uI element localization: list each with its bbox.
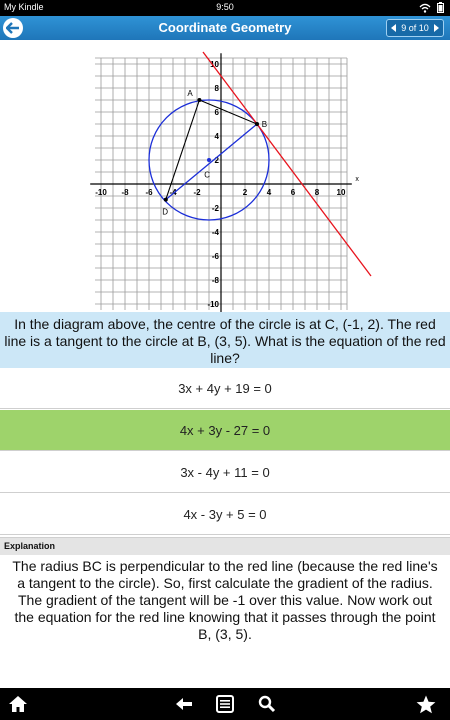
menu-button[interactable]: [213, 692, 237, 716]
explanation-text: The radius BC is perpendicular to the red line (because the red line's a tangent to the circle). So, first calculate the gradient of the radius. The gradient of the tangent will be -1 over this value. Now work out the equation for the red line knowing that it passes through the point B, (3, 5).: [12, 558, 438, 642]
x-tick-label: 4: [266, 188, 272, 197]
x-tick-label: 2: [242, 188, 248, 197]
x-tick-label: 6: [290, 188, 296, 197]
x-tick-label: -10: [95, 188, 107, 197]
favorites-button[interactable]: [414, 692, 438, 716]
x-tick-label: -6: [145, 188, 153, 197]
bottom-nav-bar: [0, 688, 450, 720]
x-axis-label: x: [355, 176, 359, 183]
y-tick-label: -2: [211, 204, 219, 213]
point-label-C: C: [204, 170, 210, 180]
home-button[interactable]: [6, 692, 30, 716]
back-arrow-icon: [175, 697, 193, 711]
y-tick-label: -6: [211, 252, 219, 261]
y-tick-label: 8: [214, 84, 219, 93]
answer-text: 4x + 3y - 27 = 0: [179, 422, 271, 438]
y-tick-label: -4: [211, 228, 219, 237]
star-icon: [416, 695, 436, 714]
point-marker: [164, 198, 168, 202]
status-icons: [419, 2, 444, 13]
y-tick-label: -8: [211, 276, 219, 285]
point-marker: [255, 122, 259, 126]
y-tick-label: 6: [214, 108, 219, 117]
y-tick-label: 2: [214, 156, 219, 165]
y-tick-label: 10: [210, 60, 219, 69]
page-indicator[interactable]: [386, 19, 444, 37]
question-text: In the diagram above, the centre of the circle is at C, (-1, 2). The red line is a tangent to the circle at B, (3, 5). What is the equation of the red line?: [0, 312, 450, 368]
point-label-B: B: [261, 120, 268, 129]
point-marker: [207, 158, 211, 162]
previous-icon[interactable]: [391, 24, 397, 32]
page-title: Coordinate Geometry: [158, 20, 292, 35]
battery-icon: [437, 2, 444, 13]
x-tick-label: -4: [169, 188, 177, 197]
x-tick-label: 8: [314, 188, 320, 197]
answer-option-3[interactable]: [0, 452, 450, 493]
coordinate-grid: [0, 40, 450, 312]
status-bar: [0, 0, 450, 16]
menu-icon: [216, 695, 234, 713]
y-tick-label: 4: [214, 132, 219, 141]
wifi-icon: [419, 3, 431, 13]
clock: 9:50: [216, 2, 234, 12]
answer-option-4[interactable]: [0, 494, 450, 535]
title-bar: [0, 16, 450, 40]
back-nav-button[interactable]: [172, 692, 196, 716]
point-marker: [197, 98, 201, 102]
explanation-heading: Explanation: [0, 537, 450, 555]
home-icon: [8, 695, 28, 713]
answer-option-2[interactable]: [0, 410, 450, 451]
app-name: My Kindle: [4, 2, 44, 12]
x-tick-label: -8: [121, 188, 129, 197]
x-tick-label: 10: [336, 188, 346, 197]
answer-option-1[interactable]: [0, 368, 450, 409]
tangent-line: [203, 52, 371, 276]
answer-text: 3x - 4y + 11 = 0: [180, 464, 270, 480]
point-label-A: A: [187, 88, 193, 98]
x-tick-label: -2: [193, 188, 201, 197]
chord-AD: [166, 100, 200, 200]
search-button[interactable]: [255, 692, 279, 716]
next-icon[interactable]: [433, 24, 439, 32]
answer-text: 3x + 4y + 19 = 0: [178, 380, 272, 396]
page-count: 9 of 10: [401, 23, 429, 33]
search-icon: [258, 695, 276, 713]
answer-text: 4x - 3y + 5 = 0: [183, 506, 267, 522]
point-label-D: D: [162, 207, 168, 217]
y-tick-label: -10: [207, 300, 219, 309]
coordinate-diagram: [0, 40, 450, 312]
